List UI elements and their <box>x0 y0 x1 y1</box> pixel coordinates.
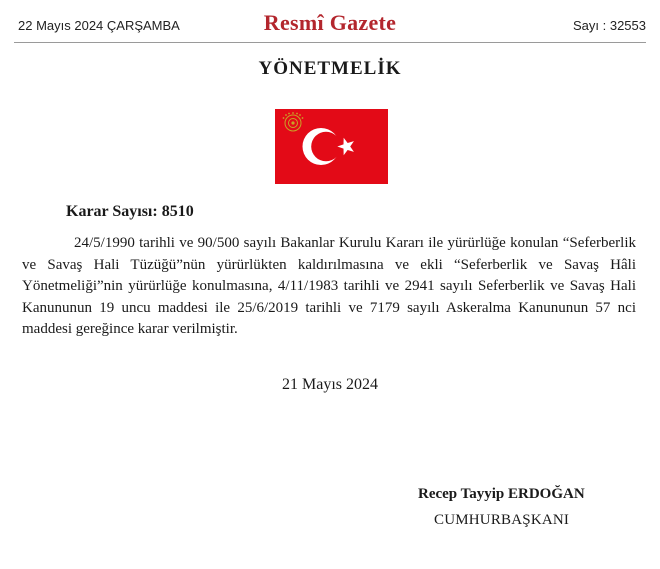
issue-number: Sayı : 32553 <box>573 18 646 33</box>
decision-body: 24/5/1990 tarihli ve 90/500 sayılı Bakanlar Kurulu Kararı ile yürürlüğe konulan “Seferberlik ve Savaş Hali Tüzüğü”nün yürürlükten kaldırılmasına ve ekli “Seferberlik ve Savaş Hâli Yönetmeliği”nin yürürlüğe konulmasına, 4/11/1983 tarihli ve 2941 sayılı Seferberlik ve Savaş Hali Kanununun 19 uncu maddesi ile 25/6/2019 tarihli ve 7179 sayılı Askeralma Kanununun 57 nci maddesi gereğince karar verilmiştir. <box>22 235 636 337</box>
signer-title: CUMHURBAŞKANI <box>434 512 570 528</box>
crescent-inner <box>311 132 341 162</box>
decision-number: Karar Sayısı: 8510 <box>66 203 194 220</box>
signer-name: Recep Tayyip ERDOĞAN <box>418 486 585 502</box>
signature-date: 21 Mayıs 2024 <box>282 376 378 393</box>
gazette-title: Resmî Gazete <box>263 10 397 35</box>
section-title: YÖNETMELİK <box>258 58 402 79</box>
header-divider <box>14 42 646 43</box>
publication-date: 22 Mayıs 2024 ÇARŞAMBA <box>18 18 180 33</box>
turkish-flag-icon <box>275 109 388 184</box>
gazette-header <box>0 0 660 46</box>
